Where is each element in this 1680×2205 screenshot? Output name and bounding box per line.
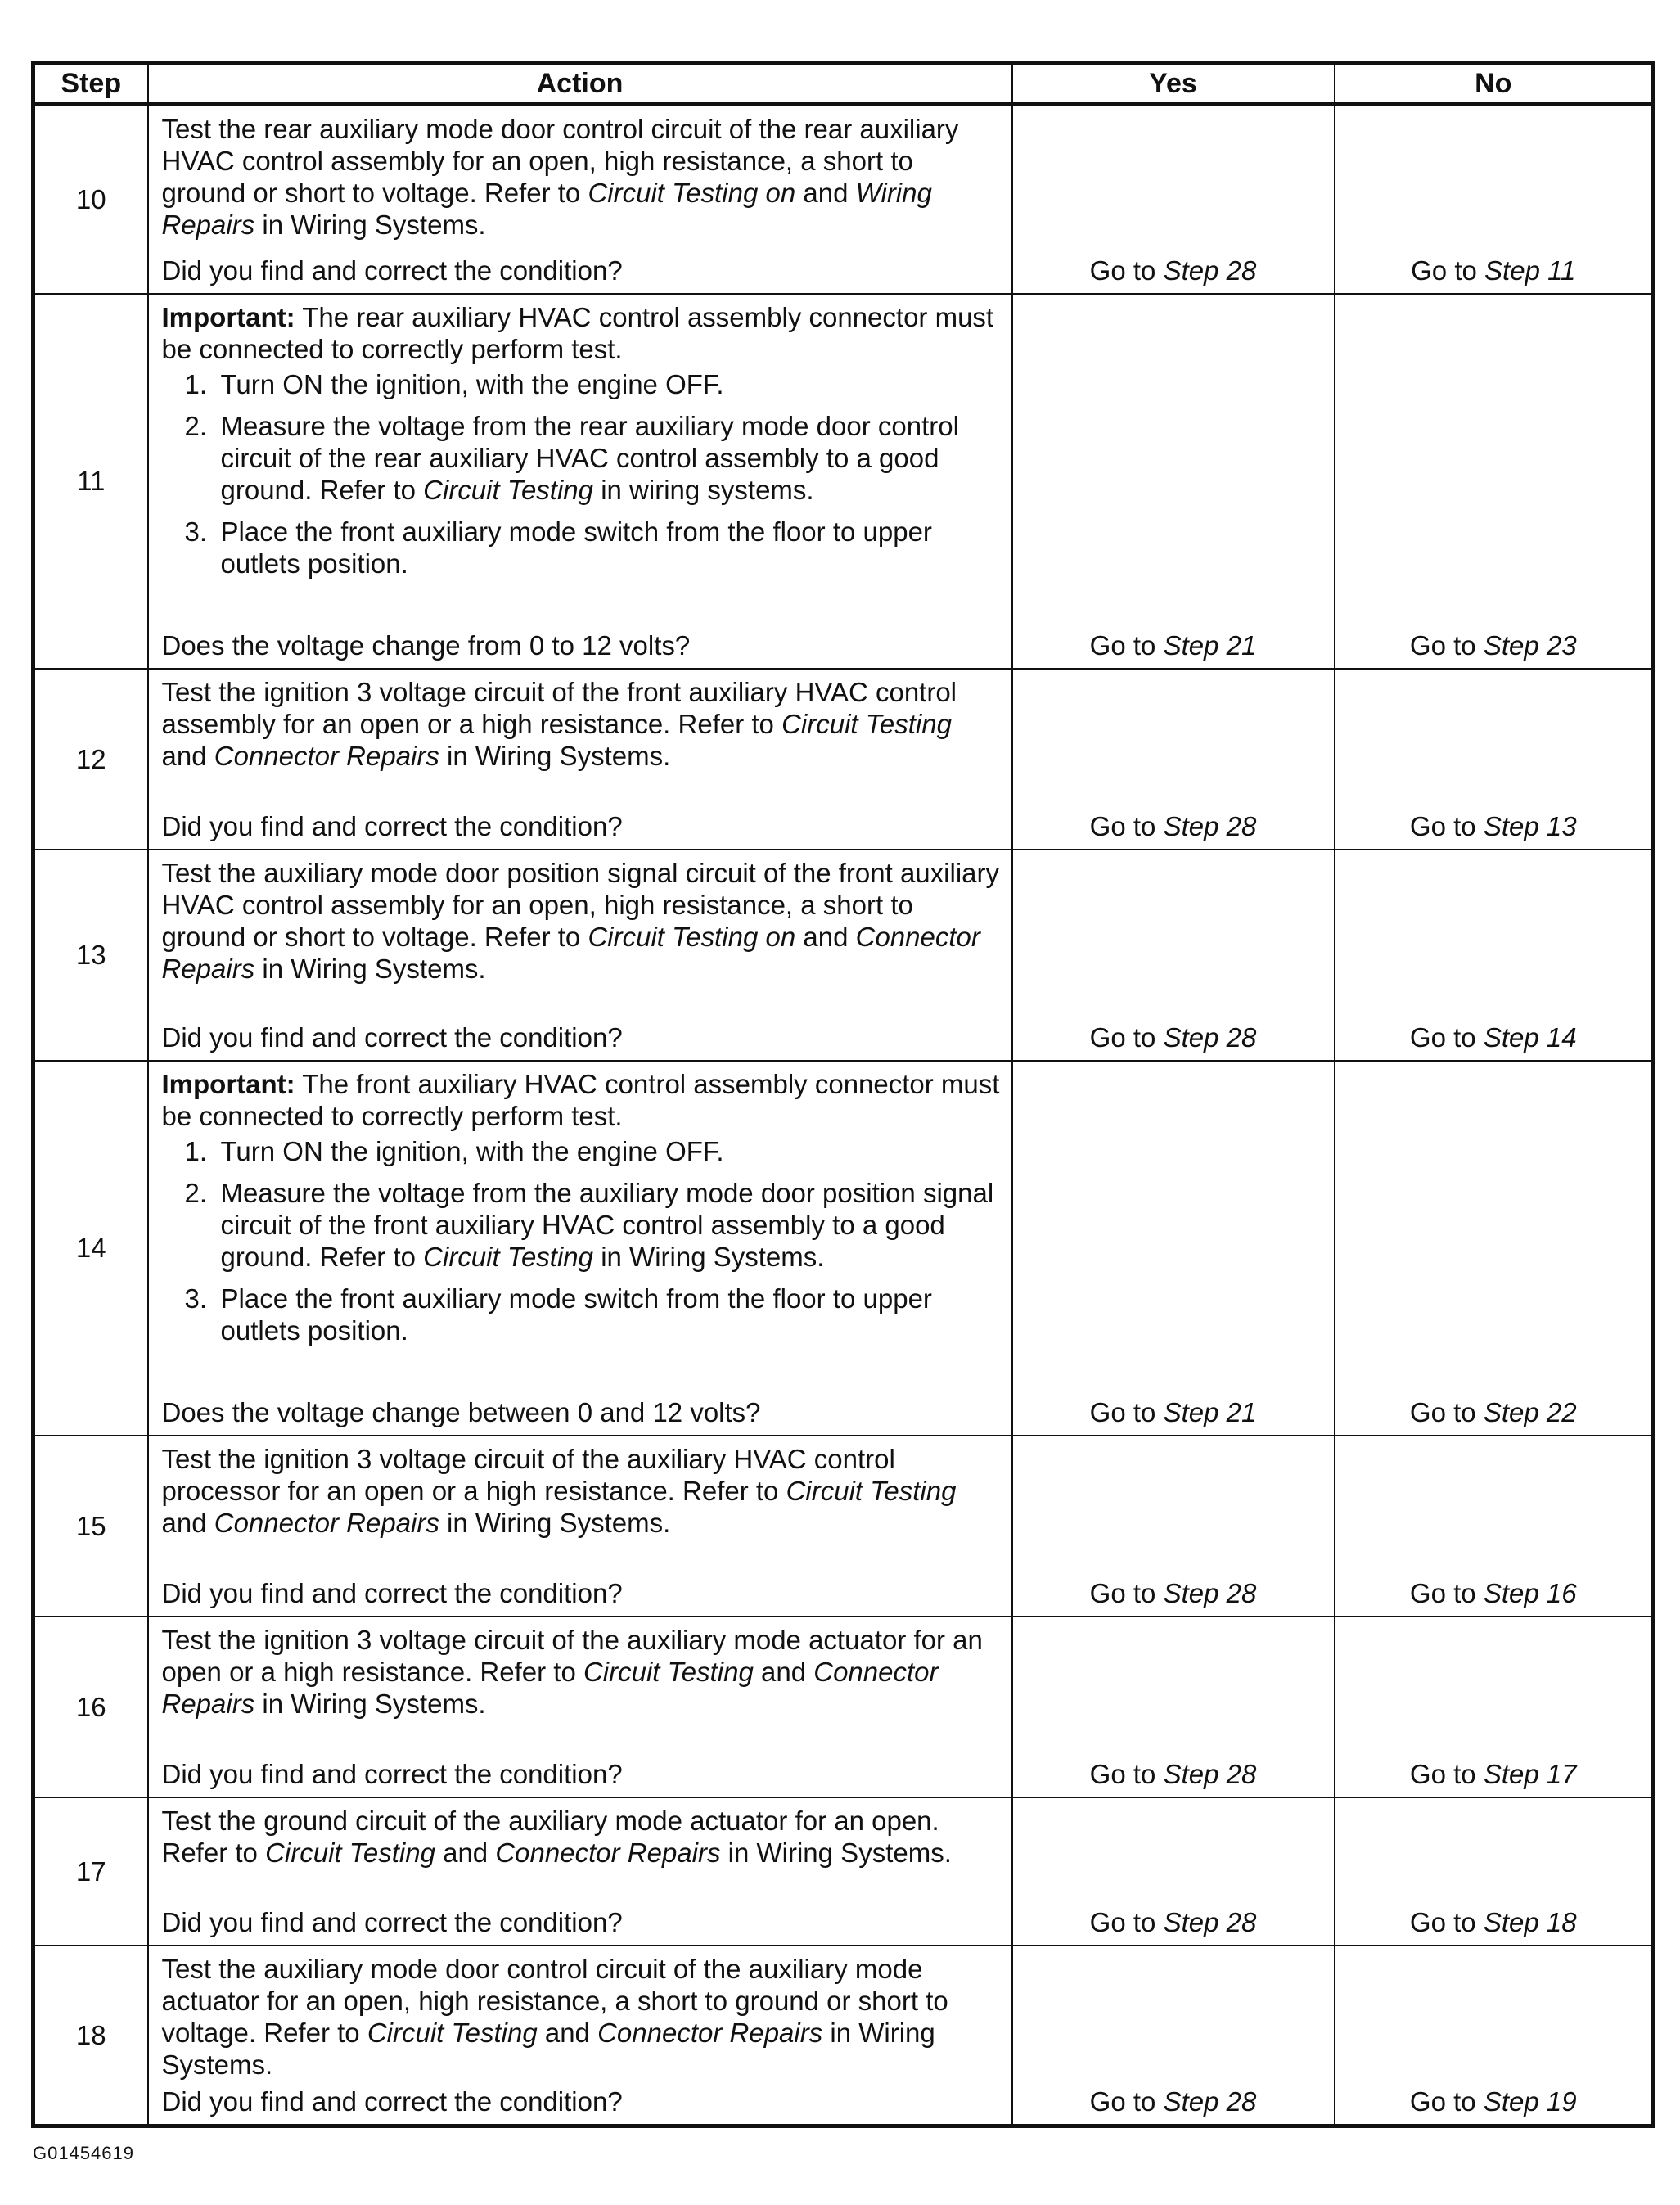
table-row [34,669,1654,850]
no-result [1335,1617,1654,1797]
no-step-link: Step 23 [1483,629,1577,661]
action-text: Test the ignition 3 voltage circuit of the front auxiliary HVAC control assembly for an open or a high resistance. Refer to [161,676,957,739]
circuit-reference: Wiring Repairs [161,178,932,240]
yes-goto-label: Go to [1089,1021,1164,1053]
action-cell [148,1436,1012,1617]
procedure-item [162,1177,1003,1273]
action-text: and [161,740,214,771]
yes-step-link: Step 28 [1163,2086,1257,2117]
step-number: 15 [34,1436,148,1617]
yes-goto-label: Go to [1089,1396,1164,1427]
question-text: Does the voltage change from 0 to 12 volts? [161,629,691,661]
action-text: in Wiring Systems. [593,1241,825,1272]
yes-result [1012,1797,1335,1946]
action-paragraph [162,113,1003,241]
no-goto-label: Go to [1409,1021,1484,1053]
table-header-row [34,63,1654,105]
action-text: Measure the voltage from the rear auxiliary mode door control circuit of the rear auxiliary HVAC control assembly to a good ground. Refer to [220,410,959,505]
table-row [34,294,1654,669]
action-text: in Wiring Systems. [161,2017,935,2080]
procedure-number: 3. [184,1283,208,1314]
action-cell [148,1946,1012,2126]
no-step-link: Step 11 [1484,255,1576,286]
yes-goto-label: Go to [1089,2086,1164,2117]
no-goto-label: Go to [1409,629,1484,661]
step-number: 16 [34,1617,148,1797]
no-result [1335,850,1654,1061]
action-cell [148,850,1012,1061]
circuit-reference: Circuit Testing [423,1241,594,1272]
step-number: 13 [34,850,148,1061]
yes-step-link: Step 28 [1163,1758,1257,1789]
no-goto-label: Go to [1409,1577,1484,1608]
no-goto-label: Go to [1411,255,1485,286]
yes-result [1012,669,1335,850]
procedure-number: 2. [184,1177,208,1208]
circuit-reference: Circuit Testing [781,708,952,739]
action-cell [148,1617,1012,1797]
action-text: Test the rear auxiliary mode door control circuit of the rear auxiliary HVAC control assembly for an open, high resistance, a short to ground or short to voltage. Refer to [161,114,959,208]
yes-step-link: Step 28 [1163,1906,1257,1937]
circuit-reference: Circuit Testing [583,1656,754,1687]
yes-goto-label: Go to [1089,1758,1164,1789]
no-result [1335,1797,1654,1946]
yes-step-link: Step 28 [1163,255,1257,286]
header-action: Action [148,63,1012,105]
action-text: in Wiring Systems. [720,1837,952,1868]
diagnostic-steps-table [31,61,1655,2128]
question-text: Did you find and correct the condition? [161,1758,623,1789]
important-label: Important: [161,1068,295,1099]
action-text: Turn ON the ignition, with the engine OFF. [220,1135,724,1166]
table-row [34,1617,1654,1797]
no-goto-label: Go to [1409,810,1484,841]
circuit-reference: Circuit Testing on [588,178,796,208]
important-label: Important: [161,301,295,332]
action-text: in Wiring Systems. [254,953,486,984]
table-row [34,1436,1654,1617]
important-text: The rear auxiliary HVAC control assembly connector must be connected to correctly perform test. [161,301,994,364]
procedure-list [162,1135,1003,1346]
circuit-reference: Circuit Testing on [588,921,796,952]
yes-goto-label: Go to [1089,629,1164,661]
circuit-reference: Connector Repairs [161,921,980,984]
important-note [162,1068,1003,1132]
step-number: 17 [34,1797,148,1946]
question-text: Did you find and correct the condition? [161,1906,623,1937]
no-goto-label: Go to [1409,1758,1484,1789]
action-text: Test the ground circuit of the auxiliary mode actuator for an open. Refer to [161,1805,939,1868]
action-text: in Wiring Systems. [439,1507,671,1538]
no-goto-label: Go to [1409,1396,1484,1427]
procedure-number: 3. [184,516,208,547]
yes-result [1012,1617,1335,1797]
action-text: Test the ignition 3 voltage circuit of the auxiliary mode actuator for an open or a high resistance. Refer to [161,1624,983,1687]
circuit-reference: Circuit Testing [423,474,594,505]
circuit-reference: Connector Repairs [161,1656,939,1719]
action-text: Measure the voltage from the auxiliary mode door position signal circuit of the front auxiliary HVAC control assembly to a good ground. Refer to [220,1177,994,1272]
action-text: in wiring systems. [593,474,814,505]
procedure-item [162,516,1003,579]
no-step-link: Step 18 [1483,1906,1577,1937]
no-step-link: Step 14 [1483,1021,1577,1053]
procedure-text [221,516,1003,579]
question-text: Did you find and correct the condition? [161,255,623,286]
action-text: and [795,178,856,208]
action-paragraph [162,1805,1003,1869]
action-text: in Wiring Systems. [254,210,486,240]
circuit-reference: Connector Repairs [495,1837,721,1868]
no-result [1335,1061,1654,1436]
action-text: and [795,921,856,952]
action-cell [148,105,1012,294]
no-result [1335,669,1654,850]
question-text: Did you find and correct the condition? [161,810,623,841]
circuit-reference: Circuit Testing [367,2017,538,2048]
circuit-reference: Connector Repairs [214,1507,439,1538]
no-step-link: Step 17 [1483,1758,1577,1789]
procedure-item [162,368,1003,400]
no-goto-label: Go to [1409,1906,1484,1937]
important-note [162,301,1003,365]
circuit-reference: Connector Repairs [597,2017,823,2048]
action-text: and [753,1656,814,1687]
action-paragraph [162,1953,1003,2081]
procedure-text [221,1177,1003,1273]
action-paragraph [162,857,1003,985]
yes-result [1012,1061,1335,1436]
diagnostic-table-sheet [31,61,1655,2128]
action-paragraph [162,676,1003,772]
no-result [1335,105,1654,294]
action-text: Place the front auxiliary mode switch from the floor to upper outlets position. [220,1283,932,1346]
table-row [34,1797,1654,1946]
figure-id: G01454619 [33,2143,134,2163]
yes-step-link: Step 28 [1163,1021,1257,1053]
header-yes: Yes [1012,63,1335,105]
action-text: Turn ON the ignition, with the engine OFF. [220,368,724,399]
action-cell [148,1797,1012,1946]
no-step-link: Step 13 [1483,810,1577,841]
action-text: and [161,1507,214,1538]
procedure-item [162,1135,1003,1167]
action-paragraph [162,1624,1003,1720]
yes-result [1012,1946,1335,2126]
yes-result [1012,850,1335,1061]
yes-step-link: Step 28 [1163,1577,1257,1608]
header-step: Step [34,63,148,105]
yes-result [1012,1436,1335,1617]
no-result [1335,294,1654,669]
table-body [34,105,1654,2126]
yes-goto-label: Go to [1089,255,1164,286]
step-number: 18 [34,1946,148,2126]
no-step-link: Step 19 [1483,2086,1577,2117]
action-cell [148,294,1012,669]
yes-result [1012,294,1335,669]
table-row [34,1946,1654,2126]
circuit-reference: Connector Repairs [214,740,439,771]
yes-goto-label: Go to [1089,810,1164,841]
procedure-item [162,410,1003,506]
table-row [34,105,1654,294]
procedure-text [221,410,1003,506]
question-text: Did you find and correct the condition? [161,2086,623,2117]
procedure-number: 1. [184,1135,208,1166]
action-text: and [435,1837,496,1868]
table-row [34,1061,1654,1436]
no-step-link: Step 22 [1483,1396,1577,1427]
question-text: Did you find and correct the condition? [161,1577,623,1608]
step-number: 12 [34,669,148,850]
yes-result [1012,105,1335,294]
question-text: Does the voltage change between 0 and 12 volts? [161,1396,761,1427]
step-number: 14 [34,1061,148,1436]
procedure-text [221,1283,1003,1346]
no-step-link: Step 16 [1483,1577,1577,1608]
procedure-number: 2. [184,410,208,441]
procedure-text [221,1135,1003,1167]
action-paragraph [162,1443,1003,1539]
circuit-reference: Circuit Testing [786,1475,957,1506]
action-text: Test the auxiliary mode door control circuit of the auxiliary mode actuator for an open, high resistance, a short to ground or short to voltage. Refer to [161,1953,948,2048]
action-cell [148,1061,1012,1436]
important-text: The front auxiliary HVAC control assembly connector must be connected to correctly perform test. [161,1068,1000,1131]
table-row [34,850,1654,1061]
question-text: Did you find and correct the condition? [161,1021,623,1053]
action-text: in Wiring Systems. [254,1688,486,1719]
step-number: 10 [34,105,148,294]
action-text: Test the ignition 3 voltage circuit of the auxiliary HVAC control processor for an open or a high resistance. Refer to [161,1443,895,1506]
action-text: in Wiring Systems. [439,740,671,771]
procedure-number: 1. [184,368,208,399]
yes-step-link: Step 28 [1163,810,1257,841]
circuit-reference: Circuit Testing [265,1837,435,1868]
action-text: and [537,2017,598,2048]
action-text: Place the front auxiliary mode switch from the floor to upper outlets position. [220,516,932,579]
no-result [1335,1946,1654,2126]
yes-goto-label: Go to [1089,1906,1164,1937]
no-goto-label: Go to [1409,2086,1484,2117]
yes-goto-label: Go to [1089,1577,1164,1608]
procedure-list [162,368,1003,579]
yes-step-link: Step 21 [1163,629,1257,661]
action-text: Test the auxiliary mode door position signal circuit of the front auxiliary HVAC control assembly for an open, high resistance, a short to ground or short to voltage. Refer to [161,857,999,952]
procedure-item [162,1283,1003,1346]
step-number: 11 [34,294,148,669]
header-no: No [1335,63,1654,105]
no-result [1335,1436,1654,1617]
yes-step-link: Step 21 [1163,1396,1257,1427]
action-cell [148,669,1012,850]
procedure-text [221,368,1003,400]
